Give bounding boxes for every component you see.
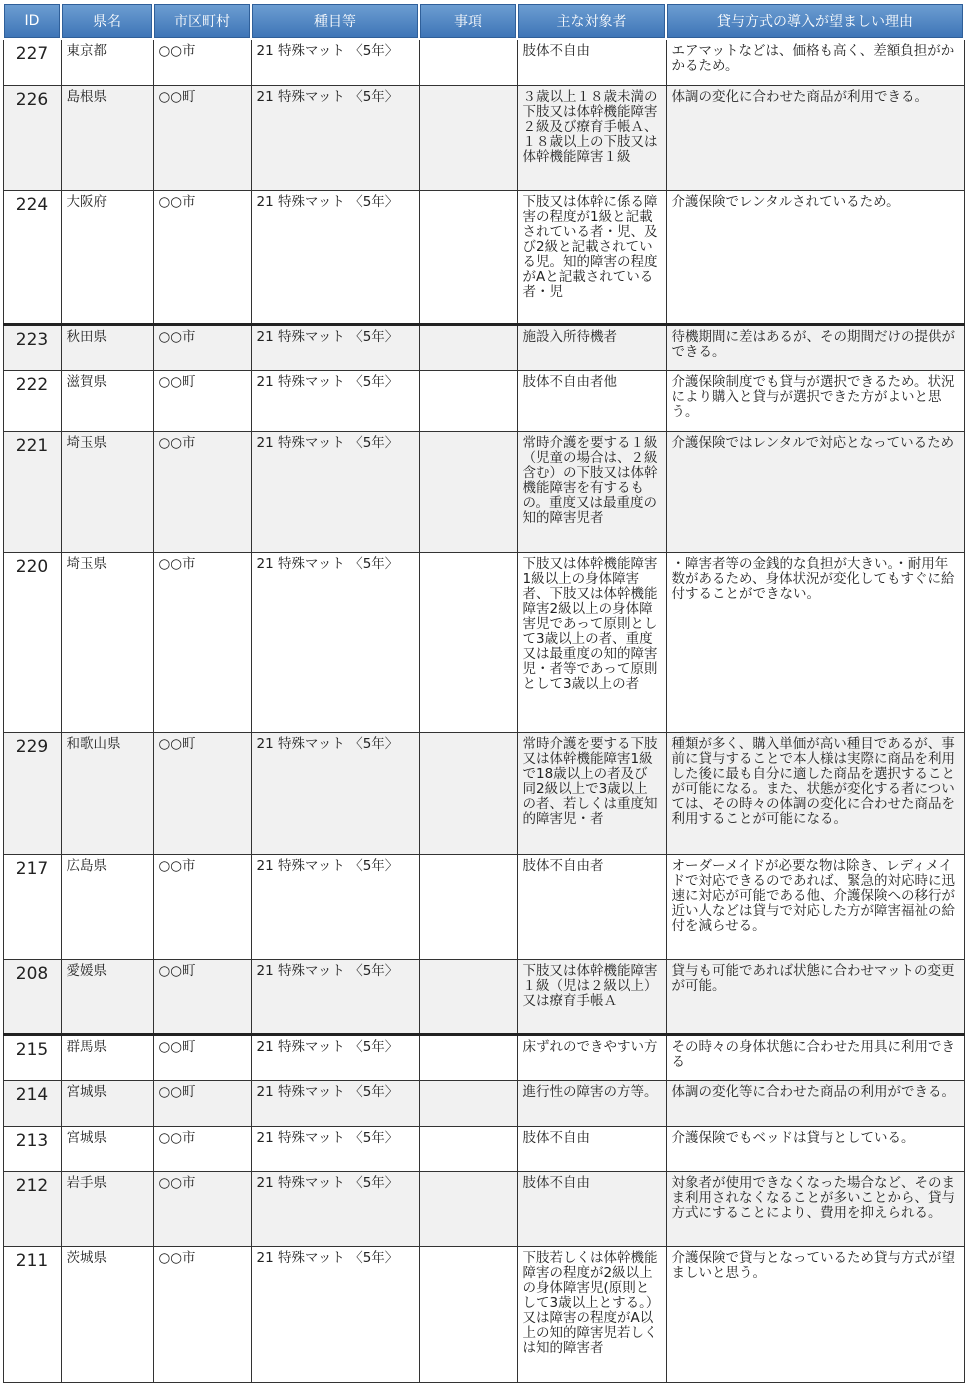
cell-municipality: ○○市: [153, 854, 251, 959]
table-row: [3, 1246, 964, 1382]
cell-target: 肢体不自由: [517, 1171, 666, 1246]
cell-prefecture: 岩手県: [61, 1171, 153, 1246]
table-row: [3, 370, 964, 431]
cell-matter: [419, 39, 517, 85]
header-prefecture: 県名: [61, 3, 153, 39]
cell-item: 21 特殊マット 〈5年〉: [251, 854, 419, 959]
cell-id: 212: [3, 1171, 61, 1246]
cell-prefecture: 秋田県: [61, 324, 153, 370]
cell-matter: [419, 1126, 517, 1171]
cell-municipality: ○○市: [153, 552, 251, 732]
cell-prefecture: 和歌山県: [61, 732, 153, 854]
cell-matter: [419, 1034, 517, 1080]
cell-municipality: ○○町: [153, 1034, 251, 1080]
cell-target: 進行性の障害の方等。: [517, 1080, 666, 1126]
cell-target: 床ずれのできやすい方: [517, 1034, 666, 1080]
cell-item: 21 特殊マット 〈5年〉: [251, 370, 419, 431]
survey-table: [2, 2, 965, 1383]
header-reason: 貸与方式の導入が望ましい理由: [666, 3, 964, 39]
cell-target: 下肢若しくは体幹機能障害の程度が2級以上の身体障害児(原則として3歳以上とする。）又は障害の程度がA以上の知的障害児若しくは知的障害者: [517, 1246, 666, 1382]
cell-municipality: ○○市: [153, 1126, 251, 1171]
cell-matter: [419, 1080, 517, 1126]
table-row: [3, 1126, 964, 1171]
cell-prefecture: 東京都: [61, 39, 153, 85]
cell-item: 21 特殊マット 〈5年〉: [251, 552, 419, 732]
cell-reason: ・障害者等の金銭的な負担が大きい。・耐用年数があるため、身体状況が変化してもすぐに給付することができない。: [666, 552, 964, 732]
table-row: [3, 959, 964, 1034]
table-row: [3, 39, 964, 85]
cell-reason: 体調の変化等に合わせた商品の利用ができる。: [666, 1080, 964, 1126]
cell-matter: [419, 552, 517, 732]
cell-id: 227: [3, 39, 61, 85]
cell-id: 226: [3, 85, 61, 190]
cell-matter: [419, 190, 517, 324]
table-row: [3, 85, 964, 190]
cell-prefecture: 広島県: [61, 854, 153, 959]
cell-reason: 待機期間に差はあるが、その期間だけの提供ができる。: [666, 324, 964, 370]
cell-prefecture: 大阪府: [61, 190, 153, 324]
cell-id: 208: [3, 959, 61, 1034]
cell-id: 213: [3, 1126, 61, 1171]
cell-item: 21 特殊マット 〈5年〉: [251, 1246, 419, 1382]
table-header-row: [3, 3, 964, 39]
cell-item: 21 特殊マット 〈5年〉: [251, 324, 419, 370]
cell-matter: [419, 1171, 517, 1246]
cell-id: 223: [3, 324, 61, 370]
cell-id: 220: [3, 552, 61, 732]
cell-id: 214: [3, 1080, 61, 1126]
table-row: [3, 190, 964, 324]
cell-target: 肢体不自由者: [517, 854, 666, 959]
cell-reason: 対象者が使用できなくなった場合など、そのまま利用されなくなることが多いことから、貸与方式にすることにより、費用を抑えられる。: [666, 1171, 964, 1246]
cell-reason: 体調の変化に合わせた商品が利用できる。: [666, 85, 964, 190]
cell-reason: 種類が多く、購入単価が高い種目であるが、事前に貸与することで本人様は実際に商品を利用した後に最も自分に適した商品を選択することが可能になる。また、状態が変化する者については、その時々の体調の変化に合わせた商品を利用することが可能になる。: [666, 732, 964, 854]
cell-item: 21 特殊マット 〈5年〉: [251, 959, 419, 1034]
cell-item: 21 特殊マット 〈5年〉: [251, 85, 419, 190]
cell-municipality: ○○市: [153, 1171, 251, 1246]
cell-matter: [419, 324, 517, 370]
cell-prefecture: 愛媛県: [61, 959, 153, 1034]
cell-matter: [419, 370, 517, 431]
cell-matter: [419, 1246, 517, 1382]
cell-target: 下肢又は体幹機能障害１級（児は２級以上）又は療育手帳Ａ: [517, 959, 666, 1034]
cell-item: 21 特殊マット 〈5年〉: [251, 1034, 419, 1080]
cell-matter: [419, 431, 517, 552]
cell-matter: [419, 732, 517, 854]
cell-reason: エアマットなどは、価格も高く、差額負担がかかるため。: [666, 39, 964, 85]
table-row: [3, 1034, 964, 1080]
cell-prefecture: 滋賀県: [61, 370, 153, 431]
cell-prefecture: 宮城県: [61, 1080, 153, 1126]
cell-reason: 貸与も可能であれば状態に合わせマットの変更が可能。: [666, 959, 964, 1034]
cell-id: 222: [3, 370, 61, 431]
cell-id: 211: [3, 1246, 61, 1382]
header-municipality: 市区町村: [153, 3, 251, 39]
cell-prefecture: 群馬県: [61, 1034, 153, 1080]
cell-item: 21 特殊マット 〈5年〉: [251, 431, 419, 552]
cell-matter: [419, 854, 517, 959]
cell-reason: 介護保険でもベッドは貸与としている。: [666, 1126, 964, 1171]
cell-target: 肢体不自由者他: [517, 370, 666, 431]
cell-municipality: ○○市: [153, 431, 251, 552]
table-row: [3, 1171, 964, 1246]
table-row: [3, 431, 964, 552]
cell-target: 下肢又は体幹機能障害1級以上の身体障害者、下肢又は体幹機能障害2級以上の身体障害児であって原則として3歳以上の者、重度又は最重度の知的障害児・者等であって原則として3歳以上の者: [517, 552, 666, 732]
cell-id: 221: [3, 431, 61, 552]
cell-id: 217: [3, 854, 61, 959]
cell-prefecture: 島根県: [61, 85, 153, 190]
cell-municipality: ○○市: [153, 1246, 251, 1382]
cell-id: 215: [3, 1034, 61, 1080]
cell-item: 21 特殊マット 〈5年〉: [251, 39, 419, 85]
cell-prefecture: 茨城県: [61, 1246, 153, 1382]
cell-reason: 介護保険で貸与となっているため貸与方式が望ましいと思う。: [666, 1246, 964, 1382]
cell-target: 肢体不自由: [517, 39, 666, 85]
table-row: [3, 732, 964, 854]
table-row: [3, 1080, 964, 1126]
cell-municipality: ○○市: [153, 39, 251, 85]
cell-reason: 介護保険制度でも貸与が選択できるため。状況により購入と貸与が選択できた方がよいと思う。: [666, 370, 964, 431]
cell-reason: その時々の身体状態に合わせた用具に利用できる: [666, 1034, 964, 1080]
header-item: 種目等: [251, 3, 419, 39]
cell-municipality: ○○町: [153, 370, 251, 431]
cell-prefecture: 宮城県: [61, 1126, 153, 1171]
cell-target: 常時介護を要する下肢又は体幹機能障害1級で18歳以上の者及び同2級以上で3歳以上の者、若しくは重度知的障害児・者: [517, 732, 666, 854]
cell-matter: [419, 959, 517, 1034]
header-id: ID: [3, 3, 61, 39]
cell-matter: [419, 85, 517, 190]
cell-municipality: ○○市: [153, 190, 251, 324]
cell-item: 21 特殊マット 〈5年〉: [251, 1171, 419, 1246]
cell-municipality: ○○町: [153, 1080, 251, 1126]
cell-municipality: ○○町: [153, 85, 251, 190]
cell-item: 21 特殊マット 〈5年〉: [251, 1080, 419, 1126]
table-row: [3, 324, 964, 370]
cell-municipality: ○○町: [153, 959, 251, 1034]
cell-target: ３歳以上１８歳未満の下肢又は体幹機能障害２級及び療育手帳Ａ、１８歳以上の下肢又は体幹機能障害１級: [517, 85, 666, 190]
header-target: 主な対象者: [517, 3, 666, 39]
cell-target: 常時介護を要する１級（児童の場合は、２級含む）の下肢又は体幹機能障害を有するもの。重度又は最重度の知的障害児者: [517, 431, 666, 552]
cell-reason: オーダーメイドが必要な物は除き、レディメイドで対応できるのであれば、緊急的対応時に迅速に対応が可能である他、介護保険への移行が近い人などは貸与で対応した方が障害福祉の給付を減らせる。: [666, 854, 964, 959]
cell-municipality: ○○市: [153, 324, 251, 370]
header-matter: 事項: [419, 3, 517, 39]
cell-target: 肢体不自由: [517, 1126, 666, 1171]
cell-prefecture: 埼玉県: [61, 552, 153, 732]
cell-prefecture: 埼玉県: [61, 431, 153, 552]
cell-id: 224: [3, 190, 61, 324]
cell-reason: 介護保険ではレンタルで対応となっているため: [666, 431, 964, 552]
cell-reason: 介護保険でレンタルされているため。: [666, 190, 964, 324]
table-row: [3, 552, 964, 732]
cell-item: 21 特殊マット 〈5年〉: [251, 1126, 419, 1171]
cell-target: 施設入所待機者: [517, 324, 666, 370]
cell-id: 229: [3, 732, 61, 854]
cell-target: 下肢又は体幹に係る障害の程度が1級と記載されている者・児、及び2級と記載されている児。知的障害の程度がAと記載されている者・児: [517, 190, 666, 324]
cell-municipality: ○○町: [153, 732, 251, 854]
cell-item: 21 特殊マット 〈5年〉: [251, 190, 419, 324]
cell-item: 21 特殊マット 〈5年〉: [251, 732, 419, 854]
table-row: [3, 854, 964, 959]
